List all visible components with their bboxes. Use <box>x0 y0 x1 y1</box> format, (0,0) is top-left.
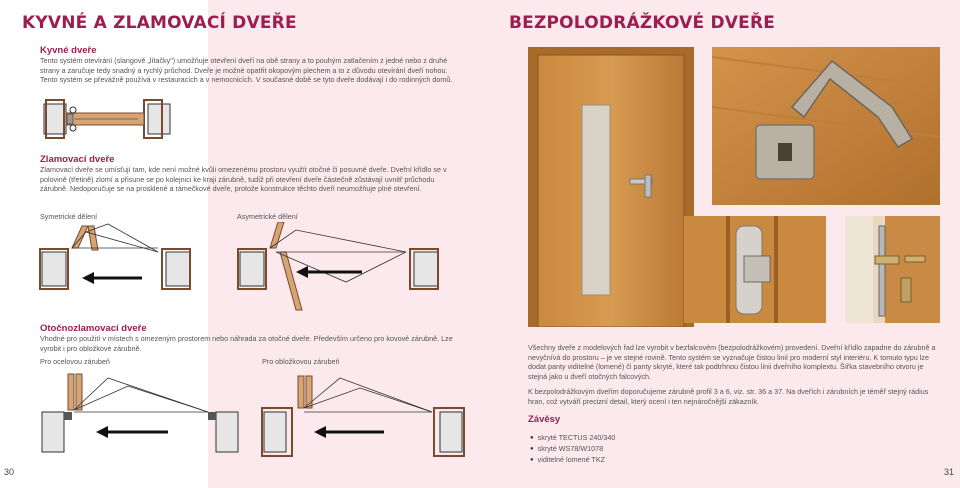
label-asymetricke: Asymetrické dělení <box>237 212 298 221</box>
list-item: ● skryté TECTUS 240/340 <box>530 433 615 444</box>
zavesy-heading: Závěsy <box>528 414 561 425</box>
zavesy-list <box>530 433 615 467</box>
kyvne-diagram <box>40 96 180 142</box>
bezpolodrazkove-text-1: Všechny dveře z modelových řad lze vyrobit v bezfalcovém (bezpolodrážkovém) provedení. Dveřní křídlo zapadne do zárubně a nevyčnívá do prostoru – je ve stejné rovině. Tento systém se vyznačuje čistou linií pro moderní styl interiéru. K tomuto typu lze dodat panty viditelné (lomené) či panty skryté, které tak podtrhnou čistou linii dveřního komplextu. Šířka stavebního otvoru je stejná jako u dveří otočných falcových. <box>528 343 936 381</box>
page-number-left: 30 <box>4 467 15 477</box>
bezpolodrazkove-text-2: K bezpolodrážkovým dveřím doporučujeme zárubně profil 3 a 6, viz. str. 36 a 37. Na dveřích i zárubních je téměř stejný rádius hran, což vytváří precizní detail, který ocení i ten nejnáročnější zákazník. <box>528 387 929 406</box>
left-page-title: KYVNÉ A ZLAMOVACÍ DVEŘE <box>22 13 297 33</box>
symmetric-fold-diagram <box>38 222 198 302</box>
page-number-right: 31 <box>944 467 955 477</box>
list-item: ● skryté WS78/W1078 <box>530 444 615 455</box>
handle-closeup-photo <box>712 47 940 205</box>
lining-frame-fold-diagram <box>260 372 470 464</box>
list-item: ● viditelné lomené TKZ <box>530 455 615 466</box>
steel-frame-fold-diagram <box>38 372 248 464</box>
otocno-text: Vhodné pro použití v místech s omezeným prostorem nebo náhrada za otočné dveře. Především určeno pro kovové zárubně. Lze vyrobit i pro obložkové zárubně. <box>40 334 453 353</box>
label-oblozkova: Pro obložkovou zárubeň <box>262 357 340 366</box>
zlamovaci-heading: Zlamovací dveře <box>40 154 115 165</box>
otocno-heading: Otočnozlamovací dveře <box>40 323 147 334</box>
zlamovaci-text: Zlamovací dveře se umísťují tam, kde není možné kvůli omezenému prostoru využít otočné či posuvné dveře. Dveřní křídlo se v polovině (třetině) zlomí a přisune se po kolejnici ke kraji zárubně, tudíž při otevření dveře částečně zůstávají uvnitř průchodu zárubně. Nedoporučuje se na prosklené a rámečkové dveře, protože konstrukce těchto dveří neumožňuje plné otevření. <box>40 165 447 194</box>
hidden-hinge-photo <box>684 216 826 323</box>
visible-hinge-photo <box>845 216 940 323</box>
kyvne-heading: Kyvné dveře <box>40 45 97 56</box>
door-photo <box>528 47 694 327</box>
label-ocelova: Pro ocelovou zárubeň <box>40 357 110 366</box>
kyvne-text: Tento systém otevírání (slangově „lítačky") umožňuje otevření dveří na obě strany a to pouhým zatlačením z jedné nebo z druhé strany a zaručuje tedy snadný a rychlý průchod. Dveře je možné opatřit okopovým plechem a to z důvodu otevírání dveří nohou. Tento systém se převážně používá v restauracích a v nemocnicích. V současné době se tyto dveře dodávají i do rodinných domů. <box>40 56 453 85</box>
label-symetricke: Symetrické dělení <box>40 212 98 221</box>
right-page-title: BEZPOLODRÁŽKOVÉ DVEŘE <box>509 13 776 33</box>
asymmetric-fold-diagram <box>236 222 446 317</box>
